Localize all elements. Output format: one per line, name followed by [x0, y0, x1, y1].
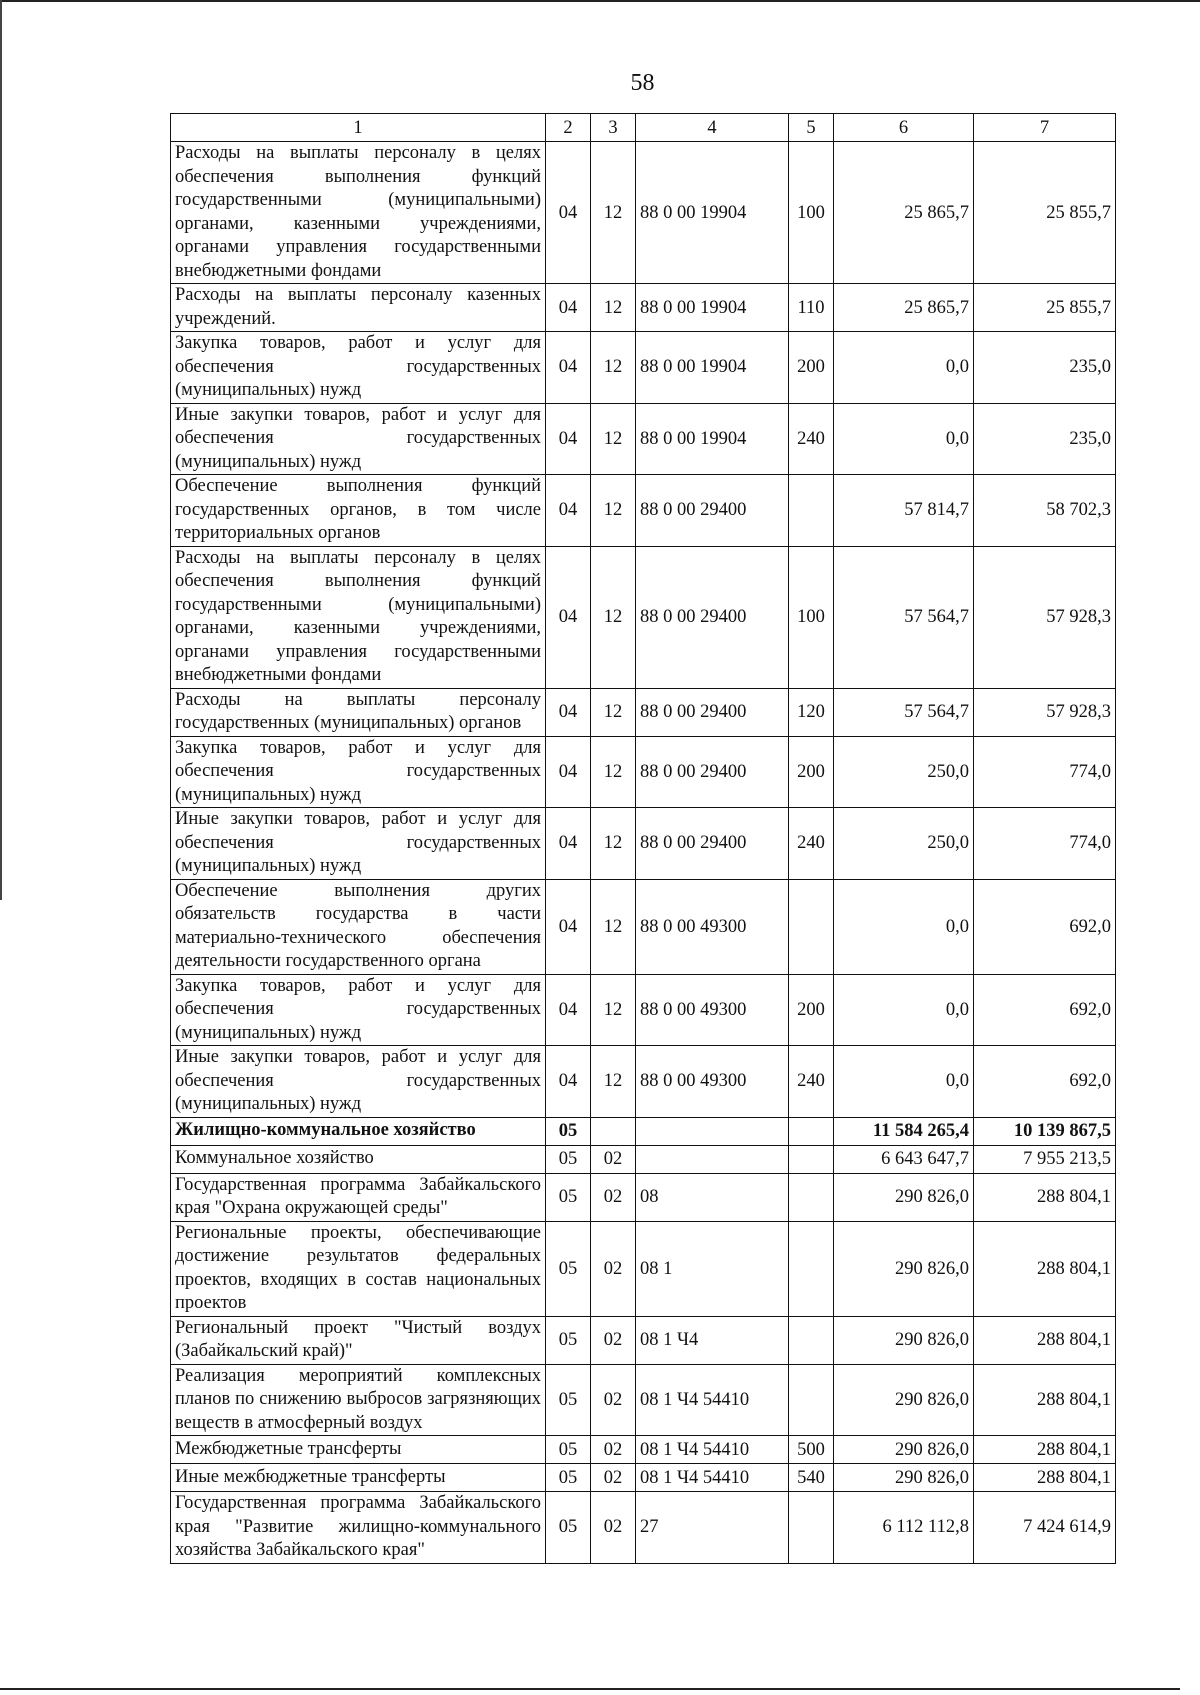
row-name-cell: Обеспечение выполнения других обязательств государства в части материально-технического обеспечения деятельности государственного органа: [171, 879, 546, 974]
row-name-cell: Расходы на выплаты персоналу в целях обеспечения выполнения функций государственными (муниципальными) органами, казенными учреждениями, органами управления государственными внебюджетными фондами: [171, 142, 546, 284]
subsection-code-cell: 02: [591, 1492, 636, 1564]
table-row: [171, 1316, 1116, 1364]
expense-type-cell: [789, 1221, 834, 1316]
table-row: [171, 1145, 1116, 1173]
amount-col6-cell: 250,0: [834, 736, 974, 808]
amount-col6-cell: 290 826,0: [834, 1364, 974, 1436]
expense-type-cell: 240: [789, 403, 834, 475]
row-name-cell: Коммунальное хозяйство: [171, 1145, 546, 1173]
subsection-code-cell: 12: [591, 736, 636, 808]
table-row: [171, 1221, 1116, 1316]
expense-type-cell: 200: [789, 736, 834, 808]
amount-col7-cell: 7 424 614,9: [974, 1492, 1116, 1564]
section-code-cell: 04: [546, 808, 591, 880]
subsection-code-cell: 12: [591, 546, 636, 688]
subsection-code-cell: 12: [591, 284, 636, 332]
expense-type-cell: 540: [789, 1464, 834, 1492]
amount-col6-cell: 57 564,7: [834, 546, 974, 688]
section-code-cell: 04: [546, 142, 591, 284]
target-article-cell: 88 0 00 19904: [636, 332, 789, 404]
amount-col6-cell: 11 584 265,4: [834, 1117, 974, 1145]
amount-col7-cell: 692,0: [974, 879, 1116, 974]
table-row: [171, 1046, 1116, 1118]
subsection-code-cell: 02: [591, 1145, 636, 1173]
subsection-code-cell: 12: [591, 142, 636, 284]
row-name-cell: Иные закупки товаров, работ и услуг для обеспечения государственных (муниципальных) нужд: [171, 1046, 546, 1118]
row-name-cell: Иные закупки товаров, работ и услуг для обеспечения государственных (муниципальных) нужд: [171, 808, 546, 880]
subsection-code-cell: 02: [591, 1316, 636, 1364]
table-row: [171, 1492, 1116, 1564]
target-article-cell: 88 0 00 49300: [636, 879, 789, 974]
section-code-cell: 04: [546, 332, 591, 404]
row-name-cell: Региональные проекты, обеспечивающие достижение результатов федеральных проектов, входящих в состав национальных проектов: [171, 1221, 546, 1316]
row-name-cell: Расходы на выплаты персоналу государственных (муниципальных) органов: [171, 688, 546, 736]
section-code-cell: 05: [546, 1173, 591, 1221]
target-article-cell: 08: [636, 1173, 789, 1221]
section-code-cell: 04: [546, 1046, 591, 1118]
table-row: [171, 688, 1116, 736]
amount-col7-cell: 235,0: [974, 403, 1116, 475]
table-row: [171, 332, 1116, 404]
expense-type-cell: [789, 1492, 834, 1564]
amount-col6-cell: 290 826,0: [834, 1221, 974, 1316]
amount-col7-cell: 288 804,1: [974, 1316, 1116, 1364]
target-article-cell: 88 0 00 19904: [636, 142, 789, 284]
column-header: 7: [974, 114, 1116, 142]
table-row: [171, 1173, 1116, 1221]
subsection-code-cell: [591, 1117, 636, 1145]
table-row: [171, 879, 1116, 974]
column-header: 5: [789, 114, 834, 142]
amount-col7-cell: 774,0: [974, 736, 1116, 808]
row-name-cell: Жилищно-коммунальное хозяйство: [171, 1117, 546, 1145]
subsection-code-cell: 12: [591, 332, 636, 404]
target-article-cell: [636, 1145, 789, 1173]
row-name-cell: Иные межбюджетные трансферты: [171, 1464, 546, 1492]
section-code-cell: 05: [546, 1221, 591, 1316]
section-code-cell: 05: [546, 1145, 591, 1173]
target-article-cell: 08 1 Ч4 54410: [636, 1464, 789, 1492]
expense-type-cell: 240: [789, 1046, 834, 1118]
page-border-bottom: [0, 1688, 1180, 1690]
row-name-cell: Государственная программа Забайкальского края "Развитие жилищно-коммунального хозяйства Забайкальского края": [171, 1492, 546, 1564]
subsection-code-cell: 02: [591, 1364, 636, 1436]
row-name-cell: Межбюджетные трансферты: [171, 1436, 546, 1464]
amount-col6-cell: 0,0: [834, 974, 974, 1046]
target-article-cell: 88 0 00 29400: [636, 546, 789, 688]
expense-type-cell: 100: [789, 546, 834, 688]
amount-col6-cell: 0,0: [834, 403, 974, 475]
subsection-code-cell: 12: [591, 808, 636, 880]
expense-type-cell: 100: [789, 142, 834, 284]
subsection-code-cell: 12: [591, 475, 636, 547]
table-header: [171, 114, 1116, 142]
section-code-cell: 04: [546, 284, 591, 332]
target-article-cell: 88 0 00 29400: [636, 688, 789, 736]
amount-col7-cell: 57 928,3: [974, 688, 1116, 736]
expense-type-cell: 200: [789, 332, 834, 404]
section-code-cell: 05: [546, 1492, 591, 1564]
section-code-cell: 05: [546, 1316, 591, 1364]
expense-type-cell: [789, 1364, 834, 1436]
section-code-cell: 04: [546, 688, 591, 736]
target-article-cell: 88 0 00 49300: [636, 1046, 789, 1118]
amount-col7-cell: 692,0: [974, 1046, 1116, 1118]
section-code-cell: 04: [546, 546, 591, 688]
table-row: [171, 546, 1116, 688]
amount-col7-cell: 235,0: [974, 332, 1116, 404]
amount-col6-cell: 25 865,7: [834, 284, 974, 332]
target-article-cell: 08 1 Ч4: [636, 1316, 789, 1364]
amount-col6-cell: 0,0: [834, 332, 974, 404]
amount-col6-cell: 290 826,0: [834, 1173, 974, 1221]
target-article-cell: 08 1 Ч4 54410: [636, 1436, 789, 1464]
section-code-cell: 04: [546, 475, 591, 547]
target-article-cell: 88 0 00 29400: [636, 736, 789, 808]
subsection-code-cell: 12: [591, 1046, 636, 1118]
subsection-code-cell: 02: [591, 1436, 636, 1464]
header-row: [171, 114, 1116, 142]
row-name-cell: Закупка товаров, работ и услуг для обеспечения государственных (муниципальных) нужд: [171, 736, 546, 808]
column-header: 3: [591, 114, 636, 142]
amount-col6-cell: 290 826,0: [834, 1464, 974, 1492]
table-body: [171, 142, 1116, 1564]
page-border-top: [0, 0, 1200, 2]
table-row: [171, 142, 1116, 284]
expense-type-cell: [789, 1145, 834, 1173]
expense-type-cell: 200: [789, 974, 834, 1046]
expense-type-cell: 120: [789, 688, 834, 736]
amount-col6-cell: 6 643 647,7: [834, 1145, 974, 1173]
amount-col7-cell: 57 928,3: [974, 546, 1116, 688]
amount-col6-cell: 57 564,7: [834, 688, 974, 736]
expense-type-cell: [789, 1173, 834, 1221]
column-header: 6: [834, 114, 974, 142]
table-row: [171, 475, 1116, 547]
expense-type-cell: 110: [789, 284, 834, 332]
target-article-cell: 88 0 00 19904: [636, 284, 789, 332]
table-row: [171, 1117, 1116, 1145]
amount-col7-cell: 774,0: [974, 808, 1116, 880]
section-code-cell: 04: [546, 403, 591, 475]
subsection-code-cell: 12: [591, 974, 636, 1046]
amount-col7-cell: 692,0: [974, 974, 1116, 1046]
row-name-cell: Государственная программа Забайкальского края "Охрана окружающей среды": [171, 1173, 546, 1221]
row-name-cell: Региональный проект "Чистый воздух (Забайкальский край)": [171, 1316, 546, 1364]
row-name-cell: Реализация мероприятий комплексных планов по снижению выбросов загрязняющих веществ в атмосферный воздух: [171, 1364, 546, 1436]
amount-col7-cell: 288 804,1: [974, 1436, 1116, 1464]
amount-col6-cell: 250,0: [834, 808, 974, 880]
amount-col7-cell: 288 804,1: [974, 1221, 1116, 1316]
amount-col7-cell: 288 804,1: [974, 1364, 1116, 1436]
amount-col7-cell: 288 804,1: [974, 1464, 1116, 1492]
target-article-cell: 88 0 00 29400: [636, 475, 789, 547]
row-name-cell: Расходы на выплаты персоналу в целях обеспечения выполнения функций государственными (муниципальными) органами, казенными учреждениями, органами управления государственными внебюджетными фондами: [171, 546, 546, 688]
target-article-cell: 88 0 00 49300: [636, 974, 789, 1046]
row-name-cell: Закупка товаров, работ и услуг для обеспечения государственных (муниципальных) нужд: [171, 974, 546, 1046]
column-header: 4: [636, 114, 789, 142]
table-row: [171, 284, 1116, 332]
amount-col7-cell: 58 702,3: [974, 475, 1116, 547]
table-row: [171, 1436, 1116, 1464]
amount-col7-cell: 25 855,7: [974, 284, 1116, 332]
row-name-cell: Расходы на выплаты персоналу казенных учреждений.: [171, 284, 546, 332]
section-code-cell: 05: [546, 1436, 591, 1464]
target-article-cell: 27: [636, 1492, 789, 1564]
amount-col7-cell: 7 955 213,5: [974, 1145, 1116, 1173]
row-name-cell: Закупка товаров, работ и услуг для обеспечения государственных (муниципальных) нужд: [171, 332, 546, 404]
section-code-cell: 05: [546, 1117, 591, 1145]
table-row: [171, 403, 1116, 475]
expense-type-cell: [789, 1316, 834, 1364]
amount-col6-cell: 0,0: [834, 879, 974, 974]
subsection-code-cell: 12: [591, 879, 636, 974]
page-number: 58: [630, 70, 655, 96]
table-row: [171, 1464, 1116, 1492]
subsection-code-cell: 12: [591, 403, 636, 475]
expense-type-cell: [789, 1117, 834, 1145]
amount-col6-cell: 290 826,0: [834, 1436, 974, 1464]
amount-col7-cell: 25 855,7: [974, 142, 1116, 284]
section-code-cell: 04: [546, 879, 591, 974]
target-article-cell: 08 1 Ч4 54410: [636, 1364, 789, 1436]
table-row: [171, 736, 1116, 808]
column-header: 1: [171, 114, 546, 142]
amount-col6-cell: 0,0: [834, 1046, 974, 1118]
subsection-code-cell: 12: [591, 688, 636, 736]
expense-type-cell: [789, 879, 834, 974]
subsection-code-cell: 02: [591, 1464, 636, 1492]
target-article-cell: 08 1: [636, 1221, 789, 1316]
amount-col7-cell: 10 139 867,5: [974, 1117, 1116, 1145]
target-article-cell: 88 0 00 19904: [636, 403, 789, 475]
column-header: 2: [546, 114, 591, 142]
table-row: [171, 1364, 1116, 1436]
amount-col6-cell: 57 814,7: [834, 475, 974, 547]
budget-table: [170, 113, 1116, 1564]
subsection-code-cell: 02: [591, 1173, 636, 1221]
expense-type-cell: 500: [789, 1436, 834, 1464]
table-row: [171, 974, 1116, 1046]
page-border-left: [0, 0, 2, 900]
section-code-cell: 04: [546, 736, 591, 808]
table-row: [171, 808, 1116, 880]
expense-type-cell: 240: [789, 808, 834, 880]
amount-col6-cell: 290 826,0: [834, 1316, 974, 1364]
expense-type-cell: [789, 475, 834, 547]
row-name-cell: Иные закупки товаров, работ и услуг для обеспечения государственных (муниципальных) нужд: [171, 403, 546, 475]
amount-col6-cell: 25 865,7: [834, 142, 974, 284]
section-code-cell: 05: [546, 1364, 591, 1436]
amount-col7-cell: 288 804,1: [974, 1173, 1116, 1221]
section-code-cell: 04: [546, 974, 591, 1046]
target-article-cell: 88 0 00 29400: [636, 808, 789, 880]
row-name-cell: Обеспечение выполнения функций государственных органов, в том числе территориальных органов: [171, 475, 546, 547]
target-article-cell: [636, 1117, 789, 1145]
section-code-cell: 05: [546, 1464, 591, 1492]
subsection-code-cell: 02: [591, 1221, 636, 1316]
amount-col6-cell: 6 112 112,8: [834, 1492, 974, 1564]
